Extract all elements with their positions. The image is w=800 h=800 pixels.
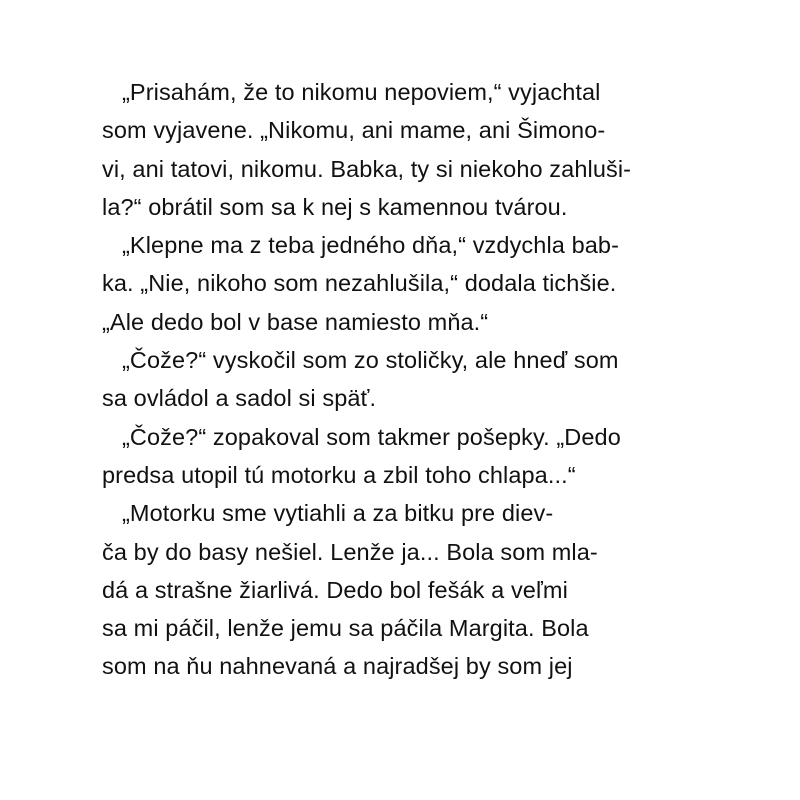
text-line: „Motorku sme vytiahli a za bitku pre diev-	[122, 500, 554, 527]
body-text	[102, 73, 722, 686]
text-line: „Klepne ma z teba jedného dňa,“ vzdychla bab-	[122, 232, 620, 259]
text-line: „Prisahám, že to nikomu nepoviem,“ vyjachtal	[122, 79, 601, 105]
text-line: la?“ obrátil som sa k nej s kamennou tvárou.	[102, 193, 568, 220]
text-line: ka. „Nie, nikoho som nezahlušila,“ dodala tichšie.	[102, 270, 617, 297]
text-line: „Ale dedo bol v base namiesto mňa.“	[102, 308, 489, 335]
text-line: vi, ani tatovi, nikomu. Babka, ty si niekoho zahluši-	[102, 155, 632, 182]
text-line: predsa utopil tú motorku a zbil toho chlapa...“	[102, 461, 576, 488]
text-line: ča by do basy nešiel. Lenže ja... Bola som mla-	[102, 538, 598, 565]
text-line: „Čože?“ vyskočil som zo stoličky, ale hneď som	[122, 347, 619, 374]
text-line: sa ovládol a sadol si späť.	[102, 385, 377, 412]
text-line: dá a strašne žiarlivá. Dedo bol fešák a veľmi	[102, 576, 568, 603]
text-line: som na ňu nahnevaná a najradšej by som jej	[102, 653, 573, 680]
text-line: sa mi páčil, lenže jemu sa páčila Margita. Bola	[102, 615, 589, 642]
text-line: „Čože?“ zopakoval som takmer pošepky. „Dedo	[122, 423, 621, 450]
text-line: som vyjavene. „Nikomu, ani mame, ani Šimono-	[102, 117, 606, 144]
